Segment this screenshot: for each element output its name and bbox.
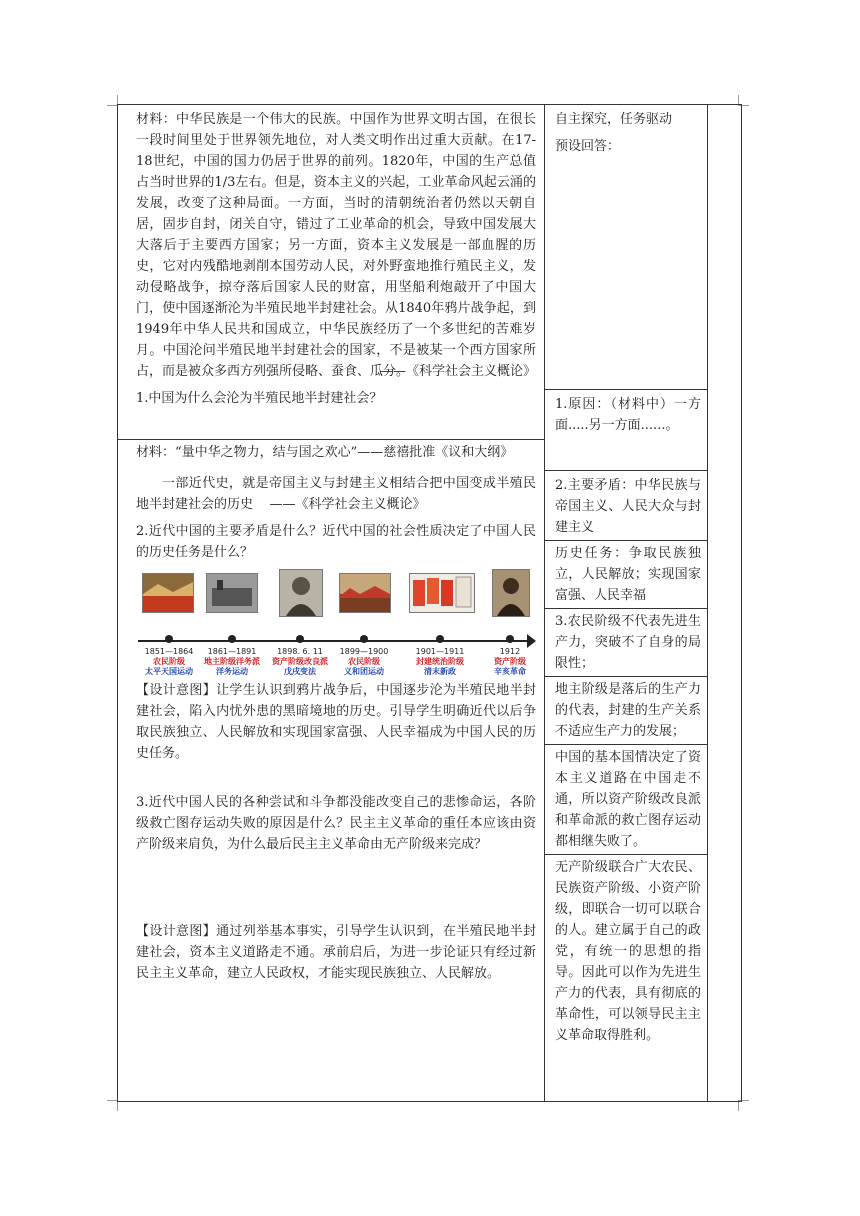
timeline-arrow [527,634,536,648]
portrait-photo [279,569,323,617]
lesson-table [117,104,742,1102]
timeline-dot [360,635,368,643]
divider [545,608,707,609]
boxer-photo [339,573,391,613]
timeline-label: 1901—1911 封建统治阶级 清末新政 [415,647,465,676]
timeline-dot [506,635,514,643]
answer-3d: 无产阶级联合广大农民、民族资产阶级、小资产阶级，即联合一切可以联合的人。建立属于自己的政党，有统一的思想的指导。因此可以作为先进生产力的代表，具有彻底的革命性，可以领导民主主义革命取得胜利。 [555,860,701,1043]
divider [545,389,707,390]
design-intent-2: 【设计意图】通过列举基本事实，引导学生认识到，在半殖民地半封建社会，资本主义道路走不通。承前启后，为进一步论证只有经过新民主主义革命，建立人民政权，才能实现民族独立、人民解放。 [136,924,536,981]
material-1-source: ——《科学社会主义概论》 [379,364,536,379]
reform-documents [409,573,475,613]
timeline-dot [296,635,304,643]
content-column [118,105,545,1102]
timeline-label: 1899—1900 农民阶级 义和团运动 [339,647,389,676]
timeline-dot [228,635,236,643]
answer-3b: 地主阶级是落后的生产力的代表，封建的生产关系不适应生产力的发展； [555,682,701,739]
divider [545,854,707,855]
timeline-label: 1851—1864 农民阶级 太平天国运动 [144,647,194,676]
notes-column [708,105,742,1102]
history-timeline [136,569,536,674]
preset-answer-heading: 预设回答： [555,139,621,154]
timeline-label: 1861—1891 地主阶级洋务派 洋务运动 [204,647,260,676]
question-1: 1.中国为什么会沦为半殖民地半封建社会？ [136,391,383,406]
timeline-dot [436,635,444,643]
sun-yatsen-portrait [492,569,530,617]
taiping-photo [142,573,194,613]
westernization-photo [206,573,258,613]
material-2b: 一部近代史，就是帝国主义与封建主义相结合把中国变成半殖民地半封建社会的历史 ——《科学社会主义概论》 [136,476,536,512]
answer-3: 3.农民阶级不代表先进生产力，突破不了自身的局限性； [555,614,701,671]
answer-3c: 中国的基本国情决定了资本主义道路在中国走不通，所以资产阶级改良派和革命派的救亡图存运动都相继失败了。 [555,750,701,849]
divider [118,439,544,440]
timeline-axis [138,640,532,642]
answer-2b: 历史任务：争取民族独立，人民解放；实现国家富强、人民幸福 [555,546,701,603]
divider [545,676,707,677]
divider [545,470,707,471]
material-2: 材料：“量中华之物力，结与国之欢心”——慈禧批准《议和大纲》 [136,445,514,460]
timeline-label: 1898. 6. 11 资产阶级改良派 戊戌变法 [272,647,328,676]
design-intent-1: 【设计意图】让学生认识到鸦片战争后，中国逐步沦为半殖民地半封建社会，陷入内忧外患的黑暗境地的历史。引导学生明确近代以后争取民族独立、人民解放和实现国家富强、人民幸福成为中国人民的历史任务。 [136,683,536,761]
answer-2: 2.主要矛盾：中华民族与帝国主义、人民大众与封建主义 [555,478,701,535]
divider [545,744,707,745]
divider [545,540,707,541]
activity-heading: 自主探究，任务驱动 [555,112,673,127]
timeline-label: 1912 资产阶级 辛亥革命 [494,647,526,676]
answer-1: 1.原因：（材料中）一方面.....另一方面......。 [555,397,701,433]
question-3: 3.近代中国人民的各种尝试和斗争都没能改变自己的悲惨命运，各阶级救亡图存运动失败的原因是什么？民主主义革命的重任本应该由资产阶级来肩负，为什么最后民主主义革命由无产阶级来完成？ [136,795,536,852]
answer-column [545,105,708,1102]
timeline-dot [165,635,173,643]
question-2: 2.近代中国的主要矛盾是什么？近代中国的社会性质决定了中国人民的历史任务是什么？ [136,524,536,560]
material-1: 材料：中华民族是一个伟大的民族。中国作为世界文明古国，在很长一段时间里处于世界领先地位，对人类文明作出过重大贡献。在17-18世纪，中国的国力仍居于世界的前列。1820年，中国的生产总值占当时世界的1/3左右。但是，资本主义的兴起，工业革命风起云涌的发展，改变了这种局面。一方面，当时的清朝统治者仍然以天朝自居，固步自封，闭关自守，错过了工业革命的机会，导致中国发展大大落后于主要西方国家；另一方面，资本主义发展是一部血腥的历史，它对内残酷地剥削本国劳动人民，对外野蛮地推行殖民主义，发动侵略战争，掠夺落后国家人民的财富，用坚船利炮敲开了中国大门，使中国逐渐沦为半殖民地半封建社会。从1840年鸦片战争起，到1949年中华人民共和国成立，中华民族经历了一个多世纪的苦难岁月。中国沦问半殖民地半封建社会的国家，不是被某一个西方国家所占，而是被众多西方列强所侵略、蚕食、瓜分。 [136,112,536,379]
